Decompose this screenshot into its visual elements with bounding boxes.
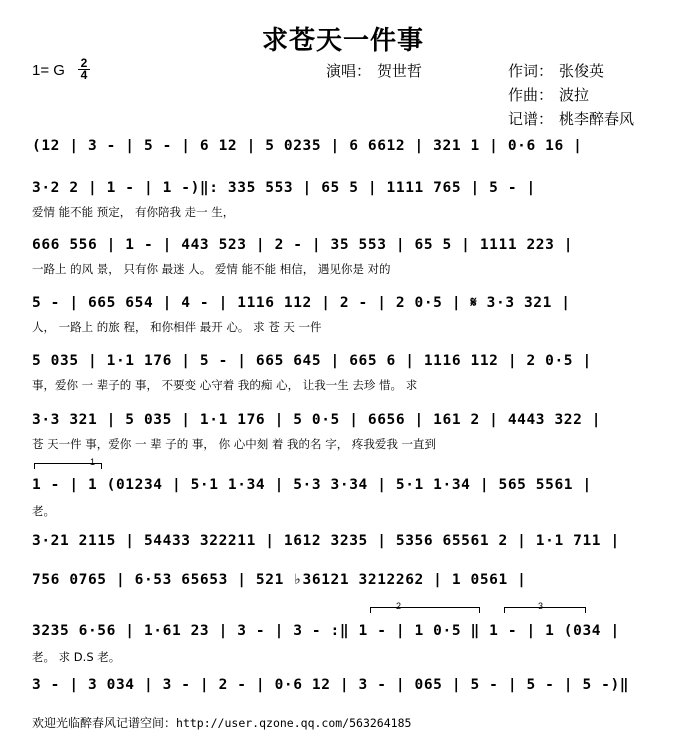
notation-line: 1 - | 1 (01234 | 5·1 1·34 | 5·3 3·34 | 5·1 1·34 | 565 5561 | bbox=[32, 477, 592, 493]
notation-line: (12 | 3 - | 5 - | 6 12 | 5 0235 | 6 6612 | 321 1 | 0·6 16 | bbox=[32, 138, 583, 154]
notation-line: 5 - | 665 654 | 4 - | 1116 112 | 2 - | 2 0·5 | 𝄋 3·3 321 | bbox=[32, 295, 571, 311]
notation-line: 3·3 321 | 5 035 | 1·1 176 | 5 0·5 | 6656 | 161 2 | 4443 322 | bbox=[32, 412, 602, 428]
meter-bottom: 4 bbox=[80, 68, 88, 82]
singer-name: 贺世哲 bbox=[377, 62, 423, 80]
volta-number: 1 bbox=[90, 457, 96, 467]
footer-text: 欢迎光临醉春风记谱空间： bbox=[32, 716, 177, 730]
footer bbox=[32, 714, 411, 731]
footer-url[interactable]: http://user.qzone.qq.com/563264185 bbox=[176, 716, 412, 730]
transcriber-name: 桃李醉春风 bbox=[559, 110, 635, 128]
lyrics-line: 老。 求 D.S 老。 bbox=[32, 650, 121, 664]
singer-label: 演唱： bbox=[326, 62, 372, 80]
lyrics-line: 事，爱你 一 辈子的 事， 不要变 心守着 我的痴 心， 让我一生 去珍 惜。 求 bbox=[32, 378, 418, 392]
lyrics-line: 爱情 能不能 预定， 有你陪我 走一 生， bbox=[32, 205, 235, 219]
lyrics-line: 人， 一路上 的旅 程， 和你相伴 最开 心。 求 苍 天 一件 bbox=[32, 320, 322, 334]
lyrics-line: 苍 天一件 事，爱你 一 辈 子的 事， 你 心中刻 着 我的名 字， 疼我爱我 一直到 bbox=[32, 437, 437, 451]
lyricist-name: 张俊英 bbox=[559, 62, 605, 80]
lyrics-line: 一路上 的风 景， 只有你 最迷 人。 爱情 能不能 相信， 遇见你是 对的 bbox=[32, 262, 391, 276]
notation-line: 756 0765 | 6·53 65653 | 521 ♭36121 3212262 | 1 0561 | bbox=[32, 572, 527, 588]
composer-label: 作曲： bbox=[508, 86, 554, 104]
key-signature: 1= G bbox=[32, 62, 65, 79]
notation-line: 3235 6·56 | 1·61 23 | 3 - | 3 - :‖ 1 - | 1 0·5 ‖ 1 - | 1 (034 | bbox=[32, 623, 620, 639]
lyrics-line: 老。 bbox=[32, 504, 55, 518]
lyricist-label: 作词： bbox=[508, 62, 554, 80]
transcriber-credit bbox=[508, 108, 634, 129]
notation-line: 3 - | 3 034 | 3 - | 2 - | 0·6 12 | 3 - | 065 | 5 - | 5 - | 5 -)‖ bbox=[32, 677, 630, 693]
song-title: 求苍天一件事 bbox=[261, 26, 424, 56]
singer-credit bbox=[326, 60, 422, 81]
composer-name: 波拉 bbox=[559, 86, 590, 104]
notation-line: 3·21 2115 | 54433 322211 | 1612 3235 | 5356 65561 2 | 1·1 711 | bbox=[32, 533, 620, 549]
lyricist-credit bbox=[508, 60, 604, 81]
transcriber-label: 记谱： bbox=[508, 110, 554, 128]
meter-top: 2 bbox=[78, 58, 90, 70]
volta-bracket bbox=[370, 607, 480, 613]
composer-credit bbox=[508, 84, 589, 105]
volta-bracket bbox=[504, 607, 586, 613]
volta-number: 3 bbox=[538, 601, 544, 611]
time-signature bbox=[78, 58, 90, 81]
volta-number: 2 bbox=[396, 601, 402, 611]
notation-line: 666 556 | 1 - | 443 523 | 2 - | 35 553 | 65 5 | 1111 223 | bbox=[32, 237, 574, 253]
notation-line: 3·2 2 | 1 - | 1 -)‖: 335 553 | 65 5 | 1111 765 | 5 - | bbox=[32, 180, 536, 196]
notation-line: 5 035 | 1·1 176 | 5 - | 665 645 | 665 6 | 1116 112 | 2 0·5 | bbox=[32, 353, 592, 369]
